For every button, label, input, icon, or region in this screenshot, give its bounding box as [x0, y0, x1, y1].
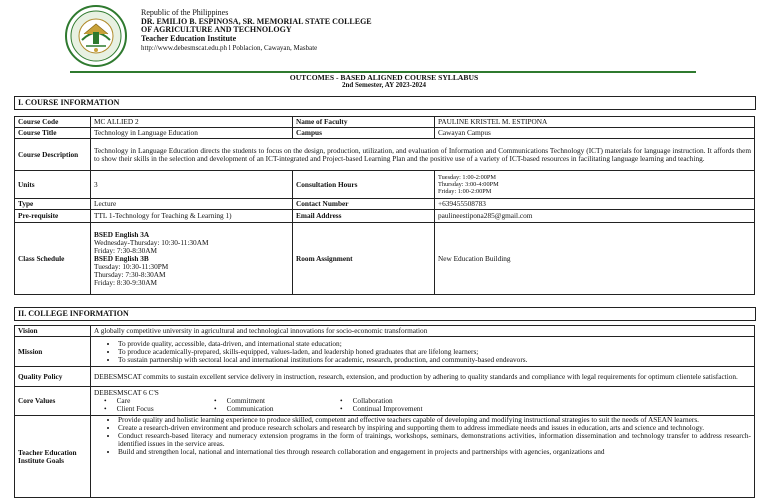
- quality-policy: DEBESMSCAT commits to sustain excellent service delivery in instruction, research, extension, and production by adhering to quality standards and compliance with legal requirements for optimum clientele satisfaction.: [91, 367, 755, 387]
- goal-item: • Conduct research-based literacy and numeracy extension programs in the form of trainings, workshops, seminars, demonstrations activities, information dissemination and technology transfer to address research-identified issues in the service areas.: [118, 432, 751, 448]
- college-seal-logo: [62, 4, 130, 68]
- consultation-hours: [435, 171, 755, 199]
- core-value: • Care: [104, 397, 214, 405]
- room-assignment: New Education Building: [435, 223, 755, 295]
- prerequisite: TTL 1-Technology for Teaching & Learning 1): [91, 210, 293, 223]
- course-code-label: Course Code: [15, 117, 91, 128]
- campus-label: Campus: [293, 128, 435, 139]
- goal-item: • Build and strengthen local, national and international ties through research collaboration and engagement in projects and partnerships with agencies, organizations and: [118, 448, 751, 456]
- schedule-line: Tuesday: 10:30-11:30PM: [94, 261, 169, 271]
- schedule-line: Wednesday-Thursday: 10:30-11:30AM: [94, 237, 209, 247]
- units-label: Units: [15, 171, 91, 199]
- consultation-slot: Tuesday: 1:00-2:00PM: [438, 174, 497, 181]
- faculty-label: Name of Faculty: [293, 117, 435, 128]
- schedule-section-heading: BSED English 3A: [94, 229, 150, 239]
- course-type: Lecture: [91, 199, 293, 210]
- course-code: MC ALLIED 2: [91, 117, 293, 128]
- contact-number: +639455508783: [435, 199, 755, 210]
- faculty-name: PAULINE KRISTEL M. ESTIPONA: [435, 117, 755, 128]
- course-title: Technology in Language Education: [91, 128, 293, 139]
- schedule-line: Friday: 8:30-9:30AM: [94, 277, 158, 287]
- course-description: Technology in Language Education directs the students to focus on the design, production, utilization, and evaluation of Information and Communications Technology (ICT) materials for language instruction. It affords them to show their skills in the selection and development of an ICT-integrated and Project-based Learning Plan and the positive use of a variety of ICT-based resources in facilitating language learning and teaching.: [91, 139, 755, 171]
- college-name-line2: OF AGRICULTURE AND TECHNOLOGY: [141, 25, 292, 35]
- class-schedule: [91, 223, 293, 295]
- mission-item: • To sustain partnership with sectoral local and international institutions for academic, research, production, and community-based endeavors.: [118, 356, 751, 364]
- core-value: • Commitment: [214, 397, 340, 405]
- course-description-label: Course Description: [15, 139, 91, 171]
- section-college-information: II. COLLEGE INFORMATION: [14, 307, 756, 321]
- mission: [91, 337, 755, 367]
- institute-goals: [91, 416, 755, 498]
- core-values-label: Core Values: [15, 387, 91, 416]
- letterhead: [141, 9, 372, 53]
- institute-goals-label: Teacher Education Institute Goals: [15, 416, 91, 498]
- type-label: Type: [15, 199, 91, 210]
- section-course-information: I. COURSE INFORMATION: [14, 96, 756, 110]
- consultation-label: Consultation Hours: [293, 171, 435, 199]
- email-label: Email Address: [293, 210, 435, 223]
- goal-item: • Create a research-driven environment and produce research scholars and research by inspiring and supporting them to address immediate needs and issues in education, arts and science and technology.: [118, 424, 751, 432]
- vision: A globally competitive university in agricultural and technological innovations for socio-economic transformation: [91, 326, 755, 337]
- core-value: • Collaboration: [340, 397, 460, 405]
- contact-label: Contact Number: [293, 199, 435, 210]
- college-name: DR. EMILIO B. ESPINOSA, SR. MEMORIAL STATE COLLEGE: [141, 16, 372, 26]
- mission-item: • To provide quality, accessible, data-driven, and international state education;: [118, 340, 751, 348]
- quality-policy-label: Quality Policy: [15, 367, 91, 387]
- prerequisite-label: Pre-requisite: [15, 210, 91, 223]
- mission-label: Mission: [15, 337, 91, 367]
- schedule-line: Thursday: 7:30-8:30AM: [94, 269, 166, 279]
- vision-label: Vision: [15, 326, 91, 337]
- email-address: paulineestipona285@gmail.com: [435, 210, 755, 223]
- room-assignment-label: Room Assignment: [293, 223, 435, 295]
- course-title-label: Course Title: [15, 128, 91, 139]
- consultation-slot: Thursday: 3:00-4:00PM: [438, 181, 499, 188]
- website-address: http://www.debesmscat.edu.ph l Poblacion, Cawayan, Masbate: [141, 43, 318, 52]
- schedule-section-heading: BSED English 3B: [94, 253, 149, 263]
- consultation-slot: Friday: 1:00-2:00PM: [438, 188, 492, 195]
- campus: Cawayan Campus: [435, 128, 755, 139]
- core-value: • Continual Improvement: [340, 405, 460, 413]
- core-values: [91, 387, 755, 416]
- semester-line: 2nd Semester, AY 2023-2024: [341, 81, 426, 89]
- mission-item: • To produce academically-prepared, skills-equipped, values-laden, and leadership honed graduates that are lifelong learners;: [118, 348, 751, 356]
- goal-item: • Provide quality and holistic learning experience to produce skilled, competent and effective teachers capable of developing and modifying instructional strategies to suit the needs of ASEAN learners.: [118, 416, 751, 424]
- course-information-table: [14, 116, 755, 295]
- core-value: • Communication: [214, 405, 340, 413]
- syllabus-title: OUTCOMES - BASED ALIGNED COURSE SYLLABUS: [289, 73, 479, 82]
- schedule-line: Friday: 7:30-8:30AM: [94, 245, 158, 255]
- core-values-heading: DEBESMSCAT 6 C'S: [94, 388, 159, 397]
- class-schedule-label: Class Schedule: [15, 223, 91, 295]
- institute-name: Teacher Education Institute: [141, 34, 237, 44]
- college-information-table: [14, 325, 755, 498]
- core-value: • Client Focus: [104, 405, 214, 413]
- republic-line: Republic of the Philippines: [141, 8, 229, 17]
- units: 3: [91, 171, 293, 199]
